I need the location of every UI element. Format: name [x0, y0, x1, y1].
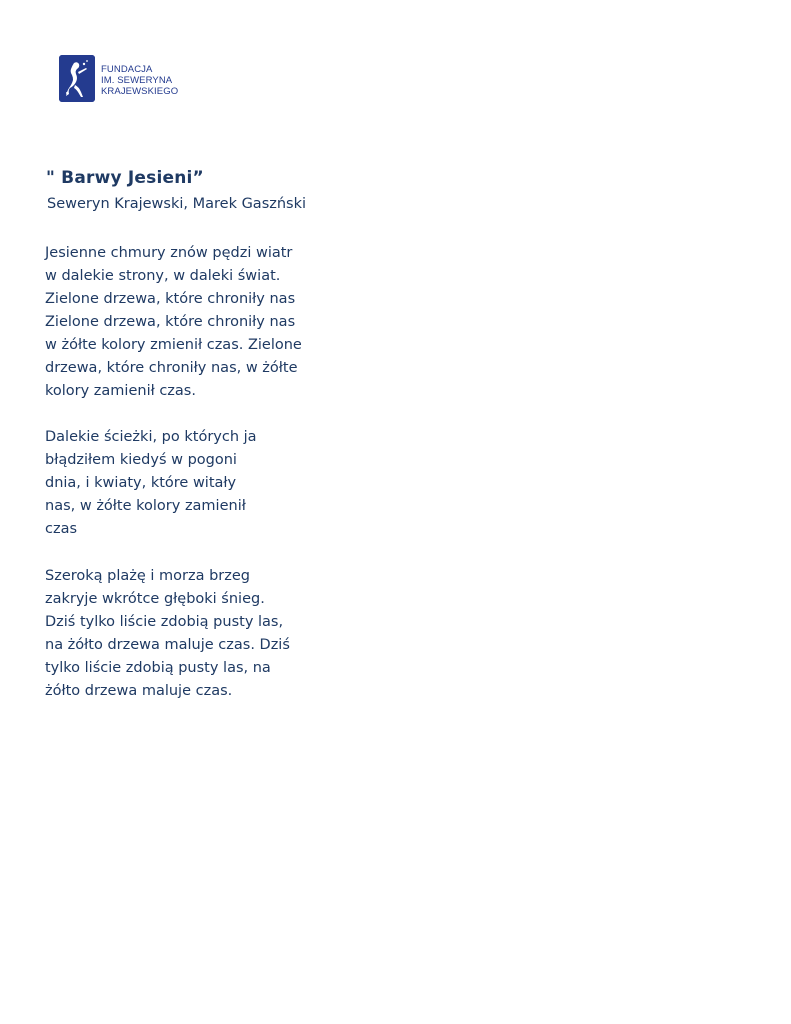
verse-line: błądziłem kiedyś w pogoni	[45, 452, 237, 468]
song-title: " Barwy Jesieni”	[46, 168, 204, 188]
verse-line: Zielone drzewa, które chroniły nas	[45, 291, 296, 307]
verse-line: Jesienne chmury znów pędzi wiatr	[45, 245, 293, 261]
verse-line: Dziś tylko liście zdobią pusty las,	[45, 614, 284, 630]
verse-line: na żółto drzewa maluje czas. Dziś	[45, 637, 290, 653]
verse-line: w dalekie strony, w daleki świat.	[45, 268, 281, 284]
foundation-name-line: KRAJEWSKIEGO	[101, 86, 179, 97]
verse-line: żółto drzewa maluje czas.	[45, 683, 233, 699]
verse-line: drzewa, które chroniły nas, w żółte	[45, 360, 298, 376]
stanza	[45, 426, 257, 541]
verse-line: tylko liście zdobią pusty las, na	[45, 660, 271, 676]
verse-line: Szeroką plażę i morza brzeg	[45, 568, 251, 584]
stanza	[45, 242, 302, 403]
verse-line: zakryje wkrótce głęboki śnieg.	[45, 591, 265, 607]
foundation-name	[101, 64, 178, 97]
song-authors: Seweryn Krajewski, Marek Gaszński	[47, 196, 307, 212]
verse-line: Dalekie ścieżki, po których ja	[45, 429, 257, 445]
verse-line: czas	[45, 521, 78, 537]
verse-line: dnia, i kwiaty, które witały	[45, 475, 237, 491]
stanza	[45, 565, 290, 703]
foundation-name-line: FUNDACJA	[101, 64, 153, 75]
verse-line: Zielone drzewa, które chroniły nas	[45, 314, 296, 330]
verse-line: kolory zamienił czas.	[45, 383, 196, 399]
foundation-logo	[59, 55, 178, 102]
verse-line: w żółte kolory zmienił czas. Zielone	[45, 337, 302, 353]
foundation-name-line: IM. SEWERYNA	[101, 75, 173, 86]
verse-line: nas, w żółte kolory zamienił	[45, 498, 246, 514]
foundation-logo-icon	[59, 55, 95, 102]
